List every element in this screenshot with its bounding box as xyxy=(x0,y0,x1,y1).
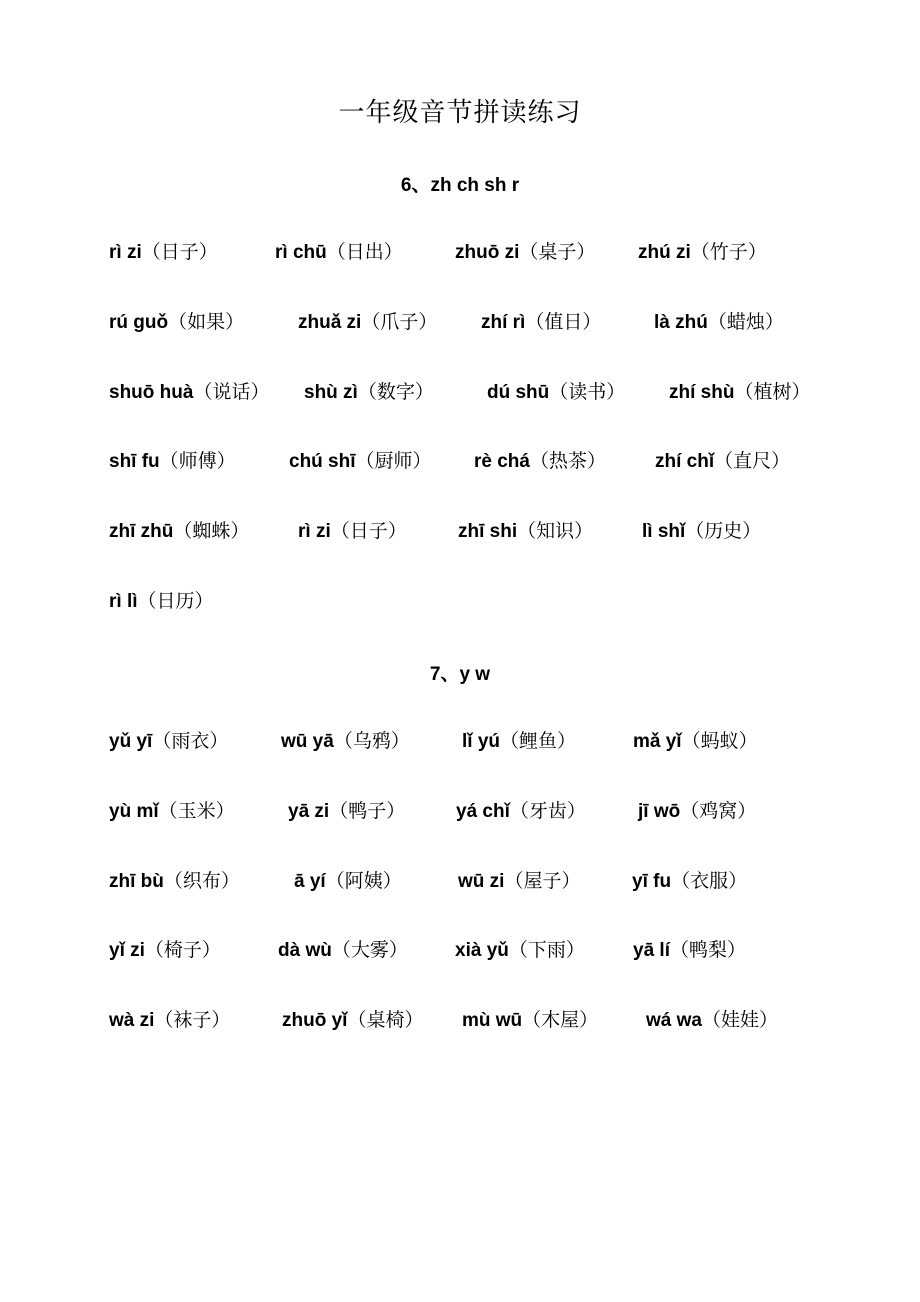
section-6-row-6 xyxy=(0,586,920,616)
hanzi: （日出） xyxy=(326,241,403,263)
hanzi: （椅子） xyxy=(144,939,221,961)
pinyin: zhí shù xyxy=(669,382,735,403)
hanzi: （厨师） xyxy=(355,450,432,472)
pinyin: shù zì xyxy=(304,382,358,403)
section-7-row-5 xyxy=(0,1005,920,1035)
hanzi: （直尺） xyxy=(714,450,791,472)
pinyin: rú guǒ xyxy=(109,312,169,333)
pinyin: dú shū xyxy=(487,382,550,403)
pinyin: zhú zi xyxy=(638,242,691,263)
word-entry xyxy=(455,935,585,966)
section-6-row-5 xyxy=(0,516,920,546)
word-entry xyxy=(109,586,214,617)
hanzi: （日子） xyxy=(330,520,407,542)
pinyin: yā zi xyxy=(288,801,330,822)
word-entry xyxy=(109,935,221,966)
word-entry xyxy=(455,237,595,268)
word-entry xyxy=(109,726,228,757)
word-entry xyxy=(481,307,601,338)
pinyin: rè chá xyxy=(474,451,530,472)
word-entry xyxy=(633,935,746,966)
word-entry xyxy=(669,377,810,408)
pinyin: zhuō yǐ xyxy=(282,1010,348,1031)
word-entry xyxy=(642,516,761,547)
word-entry xyxy=(633,726,758,757)
pinyin: zhí rì xyxy=(481,312,526,333)
hanzi: （读书） xyxy=(549,381,626,403)
section-6-row-4 xyxy=(0,446,920,476)
pinyin: rì lì xyxy=(109,591,138,612)
section-7-row-1 xyxy=(0,726,920,756)
pinyin: zhuō zi xyxy=(455,242,520,263)
pinyin: wá wa xyxy=(646,1010,702,1031)
word-entry xyxy=(638,796,756,827)
hanzi: （下雨） xyxy=(508,939,585,961)
word-entry xyxy=(655,446,790,477)
pinyin: yǔ yī xyxy=(109,731,153,752)
word-entry xyxy=(275,237,403,268)
pinyin: mù wū xyxy=(462,1010,523,1031)
hanzi: （织布） xyxy=(163,870,240,892)
hanzi: （木屋） xyxy=(522,1009,599,1031)
pinyin: jī wō xyxy=(638,801,681,822)
hanzi: （植树） xyxy=(734,381,811,403)
word-entry xyxy=(304,377,434,408)
hanzi: （日子） xyxy=(141,241,218,263)
word-entry xyxy=(278,935,408,966)
hanzi: （热茶） xyxy=(529,450,606,472)
hanzi: （蜘蛛） xyxy=(173,520,250,542)
hanzi: （师傅） xyxy=(159,450,236,472)
pinyin: yǐ zi xyxy=(109,940,145,961)
section-6-row-3 xyxy=(0,377,920,407)
hanzi: （如果） xyxy=(168,311,245,333)
word-entry xyxy=(462,1005,598,1036)
word-entry xyxy=(298,307,437,338)
pinyin: wū yā xyxy=(281,731,334,752)
word-entry xyxy=(294,866,402,897)
hanzi: （蚂蚁） xyxy=(681,730,758,752)
hanzi: （说话） xyxy=(193,381,270,403)
section-6-row-2 xyxy=(0,307,920,337)
pinyin: yī fu xyxy=(632,871,672,892)
pinyin: xià yǔ xyxy=(455,940,509,961)
pinyin: lì shǐ xyxy=(642,521,686,542)
pinyin: yá chǐ xyxy=(456,801,510,822)
word-entry xyxy=(632,866,747,897)
pinyin: rì zi xyxy=(109,242,142,263)
word-entry xyxy=(282,1005,423,1036)
hanzi: （雨衣） xyxy=(152,730,229,752)
pinyin: rì zi xyxy=(298,521,331,542)
hanzi: （知识） xyxy=(517,520,594,542)
pinyin: wà zi xyxy=(109,1010,155,1031)
word-entry xyxy=(109,377,269,408)
hanzi: （值日） xyxy=(525,311,602,333)
hanzi: （鲤鱼） xyxy=(500,730,577,752)
hanzi: （鸭子） xyxy=(329,800,406,822)
page-title: 一年级音节拼读练习 xyxy=(338,98,582,128)
section-heading-6: 6、zh ch sh r xyxy=(400,175,520,196)
word-entry xyxy=(109,796,235,827)
hanzi: （鸡窝） xyxy=(680,800,757,822)
word-entry xyxy=(646,1005,778,1036)
section-heading-7: 7、y w xyxy=(429,664,491,685)
pinyin: shuō huà xyxy=(109,382,194,403)
hanzi: （数字） xyxy=(357,381,434,403)
word-entry xyxy=(288,796,405,827)
hanzi: （鸭梨） xyxy=(669,939,746,961)
hanzi: （爪子） xyxy=(361,311,438,333)
hanzi: （大雾） xyxy=(331,939,408,961)
word-entry xyxy=(109,446,236,477)
pinyin: dà wù xyxy=(278,940,332,961)
pinyin: là zhú xyxy=(654,312,708,333)
word-entry xyxy=(109,866,240,897)
hanzi: （竹子） xyxy=(690,241,767,263)
pinyin: zhí chǐ xyxy=(655,451,715,472)
hanzi: （娃娃） xyxy=(701,1009,778,1031)
pinyin: wū zi xyxy=(458,871,505,892)
hanzi: （日历） xyxy=(137,590,214,612)
section-7-row-2 xyxy=(0,796,920,826)
word-entry xyxy=(456,796,586,827)
word-entry xyxy=(298,516,407,547)
hanzi: （历史） xyxy=(685,520,762,542)
word-entry xyxy=(462,726,576,757)
hanzi: （屋子） xyxy=(504,870,581,892)
hanzi: （蜡烛） xyxy=(707,311,784,333)
word-entry xyxy=(109,516,249,547)
hanzi: （牙齿） xyxy=(509,800,586,822)
hanzi: （桌子） xyxy=(519,241,596,263)
hanzi: （玉米） xyxy=(158,800,235,822)
word-entry xyxy=(109,307,244,338)
word-entry xyxy=(289,446,432,477)
word-entry xyxy=(638,237,767,268)
word-entry xyxy=(281,726,410,757)
pinyin: chú shī xyxy=(289,451,356,472)
pinyin: lǐ yú xyxy=(462,731,501,752)
word-entry xyxy=(109,237,218,268)
word-entry xyxy=(654,307,784,338)
pinyin: zhī zhū xyxy=(109,521,174,542)
pinyin: shī fu xyxy=(109,451,160,472)
hanzi: （阿姨） xyxy=(325,870,402,892)
section-7-row-3 xyxy=(0,866,920,896)
pinyin: zhī bù xyxy=(109,871,164,892)
pinyin: ā yí xyxy=(294,871,326,892)
section-7-row-4 xyxy=(0,935,920,965)
pinyin: zhuǎ zi xyxy=(298,312,362,333)
pinyin: yù mǐ xyxy=(109,801,159,822)
word-entry xyxy=(474,446,606,477)
hanzi: （乌鸦） xyxy=(333,730,410,752)
hanzi: （衣服） xyxy=(671,870,748,892)
hanzi: （袜子） xyxy=(154,1009,231,1031)
word-entry xyxy=(487,377,625,408)
pinyin: zhī shi xyxy=(458,521,518,542)
word-entry xyxy=(109,1005,230,1036)
pinyin: mǎ yǐ xyxy=(633,731,682,752)
pinyin: yā lí xyxy=(633,940,670,961)
section-6-row-1 xyxy=(0,237,920,267)
word-entry xyxy=(458,866,580,897)
hanzi: （桌椅） xyxy=(347,1009,424,1031)
word-entry xyxy=(458,516,593,547)
pinyin: rì chū xyxy=(275,242,327,263)
